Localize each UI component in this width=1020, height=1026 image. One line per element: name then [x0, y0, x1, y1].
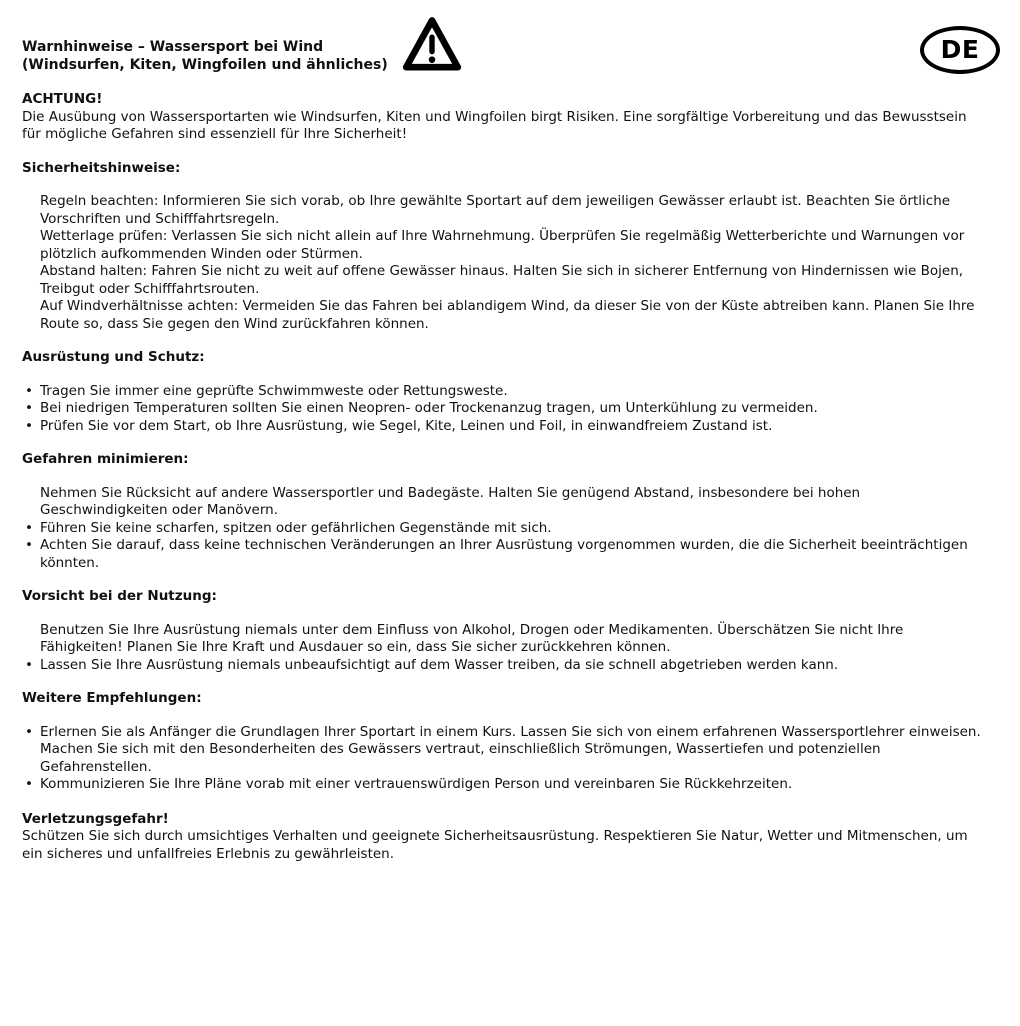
warning-triangle-icon [402, 14, 462, 82]
injury-warning-heading: Verletzungsgefahr! [22, 810, 169, 827]
list-item: • Kommunizieren Sie Ihre Pläne vorab mit einer vertrauenswürdigen Person und vereinbaren Sie Rückkehrzeiten. [22, 776, 986, 794]
section-weitere-empfehlungen [22, 690, 986, 794]
list-item: Machen Sie sich mit den Besonderheiten des Gewässers vertraut, einschließlich Strömungen, Wassertiefen und potenziellen Gefahrenstellen. [40, 741, 881, 775]
list-item: • Achten Sie darauf, dass keine technischen Veränderungen an Ihrer Ausrüstung vorgenommen wurden, die die Sicherheit beeinträchtigen könnten. [22, 537, 986, 572]
list-item: Wetterlage prüfen: Verlassen Sie sich nicht allein auf Ihre Wahrnehmung. Überprüfen Sie regelmäßig Wetterberichte und Warnungen vor plötzlich aufkommenden Winden oder Stürmen. [40, 228, 965, 262]
attention-body: Die Ausübung von Wassersportarten wie Windsurfen, Kiten und Wingfoilen birgt Risiken. Eine sorgfältige Vorbereitung und das Bewusstsein für mögliche Gefahren sind essenziell für Ihre Sicherheit! [22, 108, 967, 142]
document-title [22, 38, 422, 74]
title-line-2: (Windsurfen, Kiten, Wingfoilen und ähnliches) [22, 57, 388, 73]
list-item: Benutzen Sie Ihre Ausrüstung niemals unter dem Einfluss von Alkohol, Drogen oder Medikamenten. Überschätzen Sie nicht Ihre Fähigkeiten! Planen Sie Ihre Kraft und Ausdauer so ein, dass Sie sicher zurückkehren können. [40, 621, 904, 655]
list-item: • Lassen Sie Ihre Ausrüstung niemals unbeaufsichtigt auf dem Wasser treiben, da sie schnell abgetrieben werden kann. [22, 657, 986, 675]
list-item: Nehmen Sie Rücksicht auf andere Wassersportler und Badegäste. Halten Sie genügend Abstand, insbesondere bei hohen Geschwindigkeiten oder Manövern. [40, 484, 861, 518]
section-heading: Vorsicht bei der Nutzung: [22, 588, 217, 604]
list-item: Regeln beachten: Informieren Sie sich vorab, ob Ihre gewählte Sportart auf dem jeweiligen Gewässer erlaubt ist. Beachten Sie örtliche Vorschriften und Schifffahrtsregeln. [40, 193, 951, 227]
section-gefahren-minimieren [22, 451, 986, 572]
list-item: • Prüfen Sie vor dem Start, ob Ihre Ausrüstung, wie Segel, Kite, Leinen und Foil, in einwandfreiem Zustand ist. [22, 418, 986, 436]
language-badge: DE [920, 26, 1000, 74]
section-vorsicht-bei-der-nutzung [22, 588, 986, 674]
section-heading: Gefahren minimieren: [22, 451, 189, 467]
list-item: Abstand halten: Fahren Sie nicht zu weit auf offene Gewässer hinaus. Halten Sie sich in sicherer Entfernung von Hindernissen wie Bojen, Treibgut oder Schifffahrtsrouten. [40, 263, 964, 297]
section-sicherheitshinweise [22, 160, 986, 334]
list-item: • Erlernen Sie als Anfänger die Grundlagen Ihrer Sportart in einem Kurs. Lassen Sie sich von einem erfahrenen Wassersportlehrer einweisen. [22, 724, 986, 742]
attention-block [22, 91, 986, 144]
section-ausruestung-und-schutz [22, 349, 986, 435]
title-line-1: Warnhinweise – Wassersport bei Wind [22, 39, 324, 55]
list-item: Auf Windverhältnisse achten: Vermeiden Sie das Fahren bei ablandigem Wind, da dieser Sie von der Küste abtreiben kann. Planen Sie Ihre Route so, dass Sie gegen den Wind zurückfahren können. [40, 298, 975, 332]
attention-heading: ACHTUNG! [22, 91, 103, 107]
injury-warning-body: Schützen Sie sich durch umsichtiges Verhalten und geeignete Sicherheitsausrüstung. Respektieren Sie Natur, Wetter und Mitmenschen, um ein sicheres und unfallfreies Erlebnis zu gewährleisten. [22, 828, 968, 862]
section-heading: Ausrüstung und Schutz: [22, 349, 205, 365]
list-item: • Tragen Sie immer eine geprüfte Schwimmweste oder Rettungsweste. [22, 383, 986, 401]
list-item: • Führen Sie keine scharfen, spitzen oder gefährlichen Gegenstände mit sich. [22, 520, 986, 538]
section-heading: Sicherheitshinweise: [22, 159, 181, 176]
injury-warning-block [22, 811, 986, 864]
section-heading: Weitere Empfehlungen: [22, 690, 202, 706]
list-item: • Bei niedrigen Temperaturen sollten Sie einen Neopren- oder Trockenanzug tragen, um Unterkühlung zu vermeiden. [22, 400, 986, 418]
